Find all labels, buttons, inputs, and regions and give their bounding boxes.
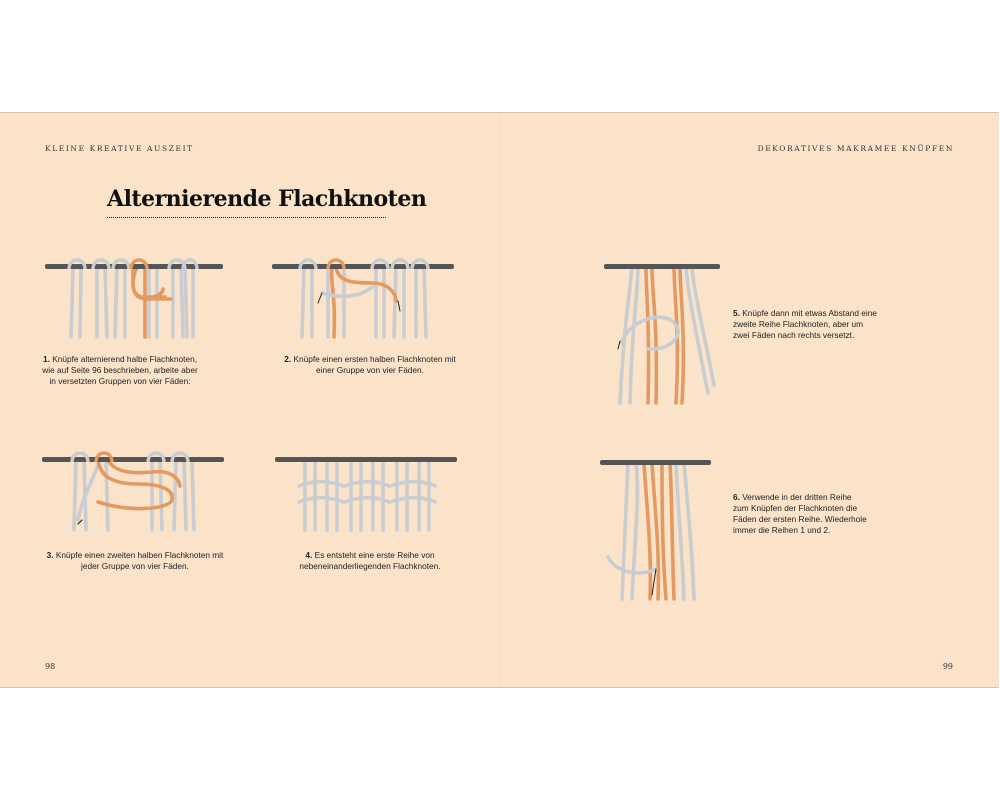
illustration-step-3 [42, 446, 227, 536]
illustration-step-1 [45, 253, 225, 343]
left-running-head: KLEINE KREATIVE AUSZEIT [45, 144, 194, 153]
step-6-caption [733, 492, 868, 536]
step-3-text: Knüpfe einen zweiten halben Flachknoten mit jeder Gruppe von vier Fäden. [55, 550, 224, 571]
title-dotted-rule [107, 217, 386, 218]
step-2-number: 2. [284, 354, 292, 364]
right-page-number: 99 [942, 662, 953, 671]
step-4-number: 4. [305, 550, 313, 560]
page-title: Alternierende Flachknoten [107, 186, 427, 212]
illustration-step-2 [272, 253, 457, 343]
step-2-text: Knüpfe einen ersten halben Flachknoten mit einer Gruppe von vier Fäden. [293, 354, 456, 375]
step-5-number: 5. [733, 308, 740, 318]
step-6-number: 6. [733, 492, 740, 502]
step-4-caption [290, 550, 450, 572]
step-3-caption [45, 550, 225, 572]
illustration-step-5 [604, 253, 724, 408]
step-5-caption [733, 308, 878, 341]
step-5-text: Knüpfe dann mit etwas Abstand eine zweite Reihe Flachknoten, aber um zwei Fäden nach rechts versetzt. [733, 308, 877, 340]
left-page-number: 98 [45, 662, 56, 671]
step-1-text: Knüpfe alternierend halbe Flachknoten, wie auf Seite 96 beschrieben, arbeite aber in versetzten Gruppen von vier Fäden: [42, 354, 198, 386]
step-6-text: Verwende in der dritten Reihe zum Knüpfen der Flachknoten die Fäden der ersten Reihe. Wiederhole immer die Reihen 1 und 2. [733, 492, 867, 535]
step-2-caption [275, 354, 465, 376]
step-4-text: Es entsteht eine erste Reihe von nebeneinanderliegenden Flachknoten. [299, 550, 441, 571]
step-1-caption [40, 354, 200, 387]
book-spine [499, 113, 500, 687]
step-1-number: 1. [42, 354, 50, 364]
illustration-step-4 [275, 446, 460, 536]
right-running-head: DEKORATIVES MAKRAMEE KNÜPFEN [757, 144, 954, 153]
illustration-step-6 [600, 449, 715, 604]
step-3-number: 3. [46, 550, 54, 560]
book-spread [0, 112, 999, 688]
